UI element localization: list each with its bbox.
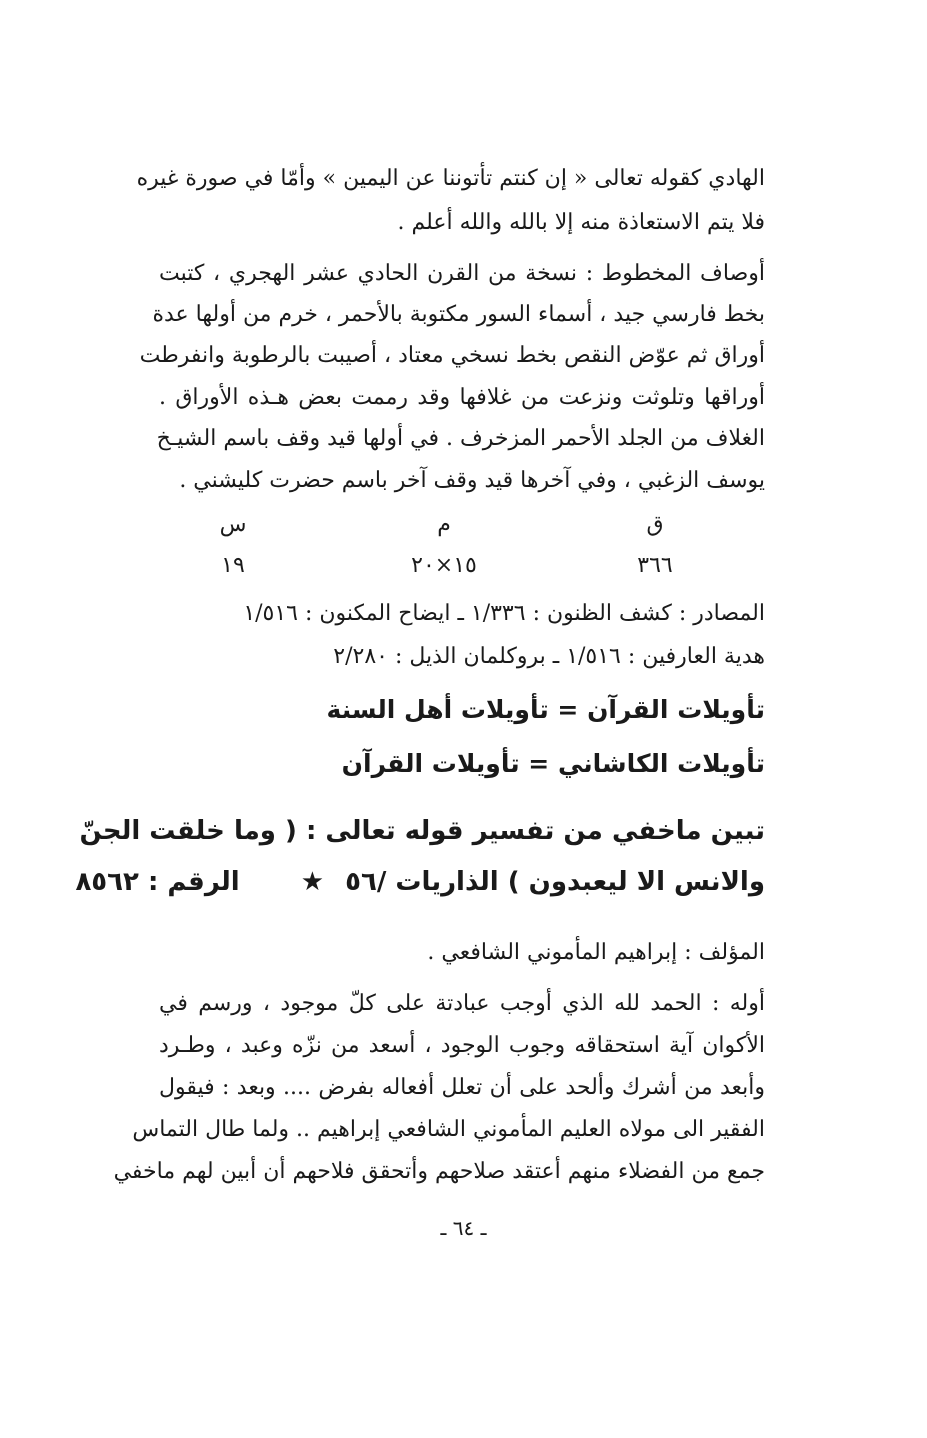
measure-value-m: ١٥×٢٠ xyxy=(411,553,477,578)
incipit-line: الأكوان آية استحقاقه وجوب الوجود ، أسعد من نزّه وعبد ، وطـرد xyxy=(159,1033,765,1058)
description-line: أوراقها وتلوثت ونزعت من غلافها وقد رممت بعض هـذه الأوراق . xyxy=(159,385,765,410)
description-line: يوسف الزغبي ، وفي آخرها قيد وقف آخر باسم حضرت كليشني . xyxy=(179,468,765,493)
description-line: أوصاف المخطوط : نسخة من القرن الحادي عشر الهجري ، كتبت xyxy=(159,261,765,286)
incipit-line: جمع من الفضلاء منهم أعتقد صلاحهم وأتحقق فلاحهم أن أبين لهم ماخفي xyxy=(113,1159,765,1184)
intro-line-2: فلا يتم الاستعاذة منه إلا بالله والله أعلم . xyxy=(397,210,765,235)
measure-header-s: س xyxy=(219,512,247,537)
measure-header-m: م xyxy=(437,512,451,537)
entry-title-text: والانس الا ليعبدون ) الذاريات /٥٦ xyxy=(345,867,765,897)
description-line: الغلاف من الجلد الأحمر المزخرف . في أولها قيد وقف باسم الشيـخ xyxy=(156,426,765,451)
incipit-line: وأبعد من أشرك وألحد على أن تعلل أفعاله بفرض .... وبعد : فيقول xyxy=(159,1075,765,1100)
entry-author: المؤلف : إبراهيم المأموني الشافعي . xyxy=(427,940,765,965)
cross-ref-2: تأويلات الكاشاني = تأويلات القرآن xyxy=(341,749,765,778)
measure-header-q: ق xyxy=(646,512,664,537)
entry-title-line-2 xyxy=(75,866,765,898)
intro-line-1: الهادي كقوله تعالى « إن كنتم تأتوننا عن اليمين » وأمّا في صورة غيره xyxy=(136,166,765,191)
sources-line-2: هدية العارفين : ١/٥١٦ ـ بروكلمان الذيل : ٢/٢٨٠ xyxy=(333,644,765,669)
star-icon: ★ xyxy=(300,867,325,897)
entry-number: الرقم : ٨٥٦٢ xyxy=(75,867,240,897)
page-number: ـ ٦٤ ـ xyxy=(440,1216,487,1240)
incipit-line: الفقير الى مولاه العليم المأموني الشافعي إبراهيم .. ولما طال التماس xyxy=(132,1117,765,1142)
description-line: بخط فارسي جيد ، أسماء السور مكتوبة بالأحمر ، خرم من أولها عدة xyxy=(152,302,765,327)
measure-value-q: ٣٦٦ xyxy=(637,553,673,578)
description-line: أوراق ثم عوّض النقص بخط نسخي معتاد ، أصيبت بالرطوبة وانفرطت xyxy=(139,343,765,368)
entry-title-line-1: تبين ماخفي من تفسير قوله تعالى : ( وما خلقت الجنّ xyxy=(79,816,765,846)
measure-value-s: ١٩ xyxy=(221,553,245,578)
incipit-line: أوله : الحمد لله الذي أوجب عبادتة على كلّ موجود ، ورسم في xyxy=(159,991,765,1016)
sources-line-1: المصادر : كشف الظنون : ١/٣٣٦ ـ ايضاح المكنون : ١/٥١٦ xyxy=(243,601,765,626)
cross-ref-1: تأويلات القرآن = تأويلات أهل السنة xyxy=(326,695,765,724)
